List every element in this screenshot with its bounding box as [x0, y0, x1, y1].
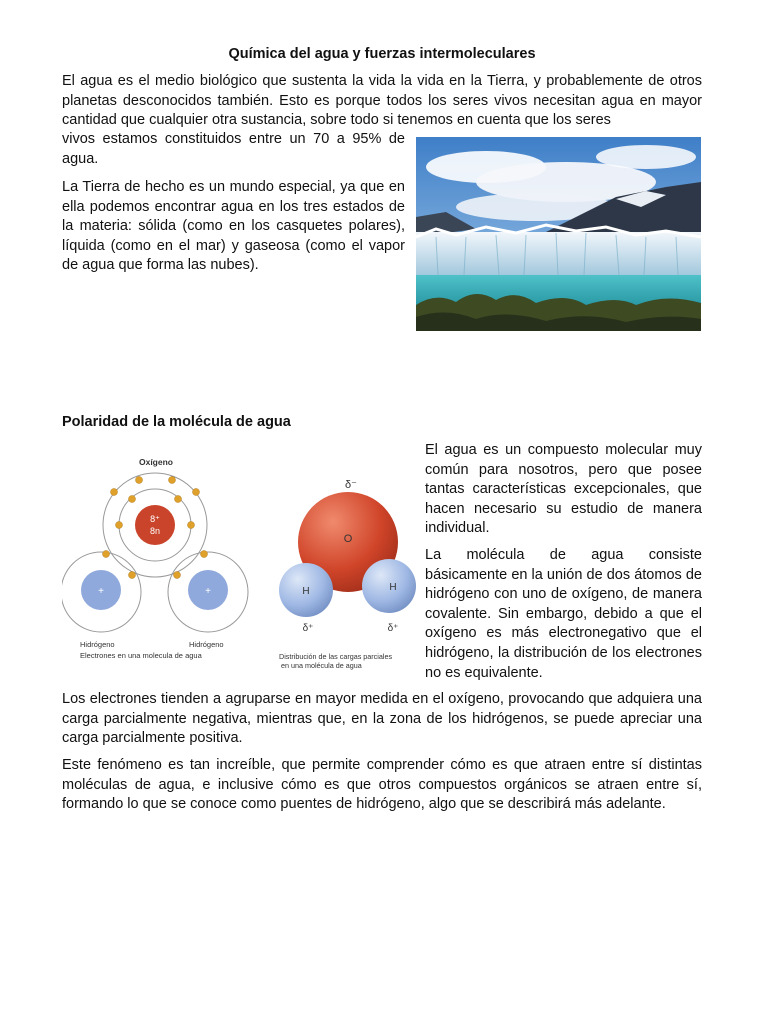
paragraph-intro: El agua es el medio biológico que sustenta la vida la vida en la Tierra, y probablemente de otros planetas desconocidos también. Esto es porque todos los seres vivos necesitan agua en mayor cantidad que cualquier otra sustancia, sobre todo si tenemos en cuenta que los seres [62, 73, 702, 129]
svg-text:O: O [343, 533, 353, 545]
delta-minus-label: δ⁻ [345, 479, 357, 491]
figure-caption: Electrones en una molecula de agua [80, 651, 202, 660]
oxygen-nucleus [135, 505, 175, 545]
svg-text:+: + [98, 586, 104, 597]
water-charges-diagram [274, 474, 416, 674]
figure-caption-line2: en una molécula de agua [281, 661, 362, 670]
paragraph-molecular-compound: El agua es un compuesto molecular muy común para nosotros, pero que posee tantas características excepcionales, que hacen necesario su estudio de manera individual. [425, 442, 702, 537]
svg-text:H: H [302, 586, 310, 597]
svg-text:H: H [389, 582, 397, 593]
hydrogen-label-left: Hidrógeno [80, 640, 115, 649]
paragraph-partial-charges: Los electrones tienden a agruparse en mayor medida en el oxígeno, provocando que adquiera una carga parcialmente negativa, mientras que, en la zona de los hidrógenos, se puede apreciar una carga parcialmente positiva. [62, 691, 702, 747]
delta-plus-left: δ⁺ [302, 623, 314, 634]
paragraph-hydrogen-bonds: Este fenómeno es tan increíble, que permite comprender cómo es que atraen entre sí distintas moléculas de agua, e inclusive cómo es que otros compuestos orgánicos se atraen entre sí, formando lo que se conoce como puentes de hidrógeno, algo que se describirá más adelante. [62, 757, 702, 813]
nucleus-protons: 8⁺ [150, 514, 160, 524]
section-heading: Polaridad de la molécula de agua [62, 414, 291, 430]
paragraph-covalent-bond: La molécula de agua consiste básicamente en la unión de dos átomos de hidrógeno con uno de oxígeno, de manera covalente. Sin embargo, debido a que el oxígeno es más electronegativo que el hidrógeno, la distribución de los electrones no es equivalente. [425, 547, 702, 681]
document-title: Química del agua y fuerzas intermoleculares [228, 46, 536, 62]
paragraph-intro-tail: vivos estamos constituidos entre un 70 a 95% de agua. [62, 131, 405, 167]
paragraph-states-of-matter: La Tierra de hecho es un mundo especial, ya que en ella podemos encontrar agua en los tres estados de la materia: sólida (como en los casquetes polares), líquida (como en el mar) y gaseosa (como el vapor de agua que forma las nubes). [62, 179, 405, 274]
glacier-photo [416, 137, 701, 331]
svg-text:+: + [205, 586, 211, 597]
oxygen-label: Oxígeno [138, 457, 174, 467]
delta-plus-right: δ⁺ [387, 623, 399, 634]
figure-caption-line1: Distribución de las cargas parciales [279, 652, 393, 661]
nucleus-neutrons: 8n [149, 526, 161, 536]
water-electrons-diagram [62, 452, 252, 667]
hydrogen-label-right: Hidrógeno [189, 640, 224, 649]
